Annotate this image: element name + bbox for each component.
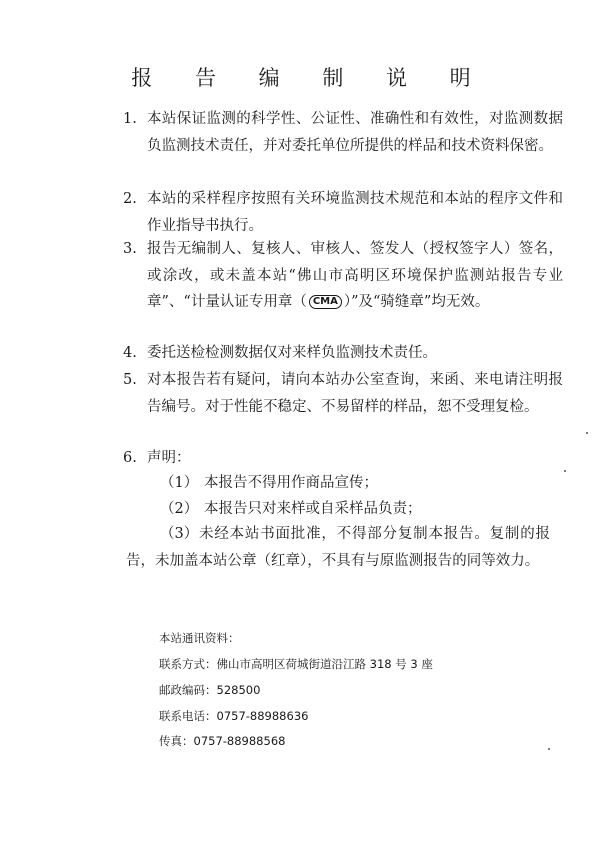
statement-number: （1） [160,475,199,491]
item-number: 1. [123,111,137,127]
item-text: 对本报告若有疑问，请向本站办公室查询，来函、来电请注明报告编号。对于性能不稳定、不易留样的样品，恕不受理复检。 [147,372,563,415]
cma-mark-icon: CMA [309,295,342,309]
item-text-part: ）”及“骑缝章”均无效。 [343,294,490,310]
item-number: 2. [123,191,137,207]
list-item [123,186,563,239]
statement-text: 未经本站书面批准，不得部分复制本报告。复制的报告，未加盖本站公章（红章），不具有与原监测报告的同等效力。 [126,526,550,569]
list-item [123,445,563,472]
item-number: 6. [123,450,137,466]
statement-item [160,470,378,496]
contact-phone: 联系电话：0757-88988636 [159,709,309,723]
item-text [123,236,563,316]
statement-number: （3） [160,526,199,542]
item-text: 本站的采样程序按照有关环境监测技术规范和本站的程序文件和作业指导书执行。 [147,191,563,234]
scan-speck [548,748,550,750]
contact-postcode: 邮政编码：528500 [159,683,261,697]
statement-number: （2） [160,501,199,517]
contact-fax: 传真：0757-88988568 [159,734,286,748]
statement-text: 本报告只对来样或自采样品负责； [204,501,422,517]
statement-item [160,496,422,522]
page-title: 报 告 编 制 说 明 [131,66,489,90]
item-text: 声明： [147,450,191,466]
list-item [123,367,563,420]
contact-heading: 本站通讯资料： [159,631,240,645]
item-number: 3. [123,241,137,257]
list-item [123,236,563,316]
item-text: 委托送检检测数据仅对来样负监测技术责任。 [147,345,437,361]
item-text-part: 报告无编制人、复核人、审核人、签发人（授权签字人）签名，或涂改，或未盖本站“佛山市高明区环境保护监测站报告专业章”、“计量认证专用章（ [147,241,563,310]
list-item [123,106,563,159]
item-number: 4. [123,345,137,361]
scan-speck [564,470,566,472]
list-item [123,340,563,367]
scan-speck [586,432,588,434]
contact-address: 联系方式：佛山市高明区荷城街道沿江路 318 号 3 座 [159,657,433,671]
statement-text: 本报告不得用作商品宣传； [204,475,378,491]
statement-item [126,521,550,574]
item-text: 本站保证监测的科学性、公证性、准确性和有效性，对监测数据负监测技术责任，并对委托单位所提供的样品和技术资料保密。 [147,111,563,154]
item-number: 5. [123,372,137,388]
